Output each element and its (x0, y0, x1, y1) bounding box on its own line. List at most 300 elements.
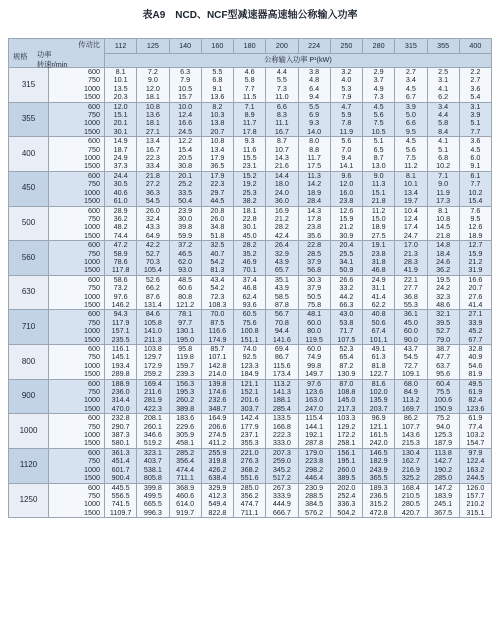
power-value: 21.2 (274, 213, 289, 223)
power-value: 108.3 (208, 299, 227, 309)
power-value: 28.5 (307, 248, 322, 258)
power-value: 195.1 (337, 456, 356, 466)
power-cell (363, 206, 395, 241)
power-value: 23.8 (307, 222, 322, 232)
ratio-cell: 112 (105, 39, 137, 54)
power-value: 208.1 (143, 413, 162, 423)
power-value: 147.2 (434, 482, 453, 492)
power-cell (459, 275, 491, 310)
power-cell (105, 483, 137, 518)
power-value: 38.2 (242, 196, 257, 206)
power-value: 146.2 (111, 299, 130, 309)
power-cell (298, 137, 330, 172)
power-cell (298, 206, 330, 241)
power-value: 129.7 (143, 352, 162, 362)
power-value: 60.6 (178, 283, 193, 293)
power-value: 201.6 (240, 395, 259, 405)
spec-cell: 1250 (9, 483, 49, 518)
power-value: 107.7 (401, 421, 420, 431)
power-value: 5.1 (438, 144, 449, 154)
power-value: 43.0 (339, 309, 354, 319)
power-value: 139.8 (208, 378, 227, 388)
power-cell (459, 206, 491, 241)
power-value: 60.5 (242, 309, 257, 319)
power-cell (459, 68, 491, 103)
power-value: 54.6 (468, 360, 483, 370)
power-cell (459, 379, 491, 414)
power-value: 32.3 (436, 291, 451, 301)
power-value: 129.2 (337, 421, 356, 431)
power-value: 81.6 (371, 378, 386, 388)
power-value: 27.5 (371, 230, 386, 240)
power-value: 345.2 (272, 464, 291, 474)
power-value: 141.6 (272, 334, 291, 344)
power-value: 84.6 (145, 309, 160, 319)
power-value: 13.5 (113, 83, 128, 93)
power-value: 3.7 (373, 75, 384, 85)
speed-cell (49, 275, 105, 310)
power-value: 30.3 (307, 274, 322, 284)
power-value: 210.2 (466, 499, 485, 509)
speed-value: 750 (88, 144, 100, 154)
power-value: 3.9 (405, 101, 416, 111)
power-value: 192.1 (305, 430, 324, 440)
power-value: 229.6 (176, 421, 195, 431)
power-cell (169, 483, 201, 518)
power-value: 12.4 (178, 110, 193, 120)
power-value: 2.7 (405, 67, 416, 76)
power-value: 135.9 (369, 395, 388, 405)
power-value: 122.7 (369, 369, 388, 379)
speed-value: 600 (88, 101, 100, 111)
ratio-header: 传动比 (78, 40, 100, 49)
power-cell (234, 310, 266, 345)
power-value: 274.5 (208, 430, 227, 440)
power-value: 2.2 (470, 67, 481, 76)
power-value: 260.0 (337, 464, 356, 474)
power-value: 116.1 (111, 344, 130, 353)
power-value: 67.4 (371, 326, 386, 336)
power-value: 399.8 (143, 482, 162, 492)
power-value: 63.7 (436, 360, 451, 370)
power-value: 239.3 (176, 369, 195, 379)
power-value: 9.3 (244, 136, 255, 146)
power-cell (330, 345, 362, 380)
power-value: 36.5 (210, 161, 225, 171)
power-value: 78.1 (178, 309, 193, 319)
power-value: 163.2 (466, 464, 485, 474)
power-value: 10.2 (468, 187, 483, 197)
power-value: 22.8 (307, 240, 322, 250)
power-value: 189.3 (369, 482, 388, 492)
power-value: 78.6 (113, 256, 128, 266)
power-cell (395, 345, 427, 380)
power-value: 16.6 (468, 274, 483, 284)
speed-value: 1500 (84, 403, 100, 413)
power-value: 81.8 (371, 360, 386, 370)
power-cell (169, 68, 201, 103)
power-value: 174.9 (208, 334, 227, 344)
power-value: 113.2 (273, 378, 291, 388)
power-value: 19.1 (371, 240, 386, 250)
power-value: 13.6 (210, 92, 225, 102)
power-cell (137, 241, 169, 276)
ratio-cell: 125 (137, 39, 169, 54)
power-value: 242.0 (369, 438, 388, 448)
power-value: 22.8 (242, 213, 257, 223)
power-value: 4.5 (405, 136, 416, 146)
power-value: 109.1 (401, 369, 420, 379)
power-cell (427, 345, 459, 380)
speed-value: 750 (88, 387, 100, 397)
power-cell (201, 414, 233, 449)
power-value: 95.8 (178, 344, 193, 353)
power-value: 422.3 (143, 403, 162, 413)
power-cell (330, 137, 362, 172)
power-value: 37.9 (307, 283, 322, 293)
power-value: 4.7 (341, 101, 352, 111)
power-value: 576.2 (305, 507, 324, 517)
power-value: 16.9 (274, 205, 289, 215)
power-cell (234, 102, 266, 137)
power-value: 65.4 (339, 352, 354, 362)
power-value: 356.4 (176, 456, 195, 466)
power-value: 290.7 (111, 421, 130, 431)
power-cell (330, 275, 362, 310)
power-value: 12.2 (178, 136, 193, 146)
power-value: 7.9 (180, 75, 191, 85)
power-cell (363, 275, 395, 310)
power-cell (363, 241, 395, 276)
power-value: 12.7 (468, 240, 483, 250)
power-value: 11.7 (307, 153, 321, 163)
speed-value: 1500 (84, 92, 100, 102)
power-value: 188.9 (111, 378, 130, 388)
table-row (9, 379, 492, 414)
power-value: 298.2 (305, 464, 324, 474)
speed-value: 1500 (84, 126, 100, 136)
power-value: 29.7 (210, 187, 225, 197)
power-value: 445.5 (111, 482, 130, 492)
power-value: 80.8 (178, 291, 193, 301)
power-value: 184.9 (240, 369, 259, 379)
spec-cell: 1000 (9, 414, 49, 449)
power-value: 36.2 (436, 265, 451, 275)
power-value: 4.4 (276, 67, 287, 76)
power-value: 601.7 (111, 464, 130, 474)
power-value: 5.6 (373, 110, 384, 120)
power-cell (169, 414, 201, 449)
power-value: 16.6 (178, 118, 193, 128)
power-value: 105.4 (143, 265, 162, 275)
power-cell (330, 241, 362, 276)
power-value: 24.6 (436, 256, 451, 266)
power-value: 17.3 (436, 196, 451, 206)
power-value: 4.4 (438, 110, 449, 120)
power-value: 203.7 (369, 403, 388, 413)
power-value: 236.5 (369, 490, 388, 500)
power-cell (298, 275, 330, 310)
power-value: 17.5 (307, 161, 322, 171)
power-value: 173.4 (272, 369, 291, 379)
power-value: 549.4 (208, 499, 227, 509)
power-value: 52.7 (436, 326, 451, 336)
power-cell (363, 379, 395, 414)
power-cell (234, 206, 266, 241)
power-cell (201, 379, 233, 414)
power-value: 47.2 (113, 240, 128, 250)
power-value: 24.7 (403, 230, 418, 240)
power-value: 474.4 (176, 464, 195, 474)
power-value: 99.8 (307, 360, 322, 370)
power-value: 35.6 (307, 230, 322, 240)
power-value: 288.5 (305, 490, 324, 500)
power-cell (395, 171, 427, 206)
power-value: 92.5 (242, 352, 257, 362)
power-value: 164.9 (208, 413, 227, 423)
power-value: 10.3 (210, 110, 225, 120)
power-value: 389.8 (176, 403, 195, 413)
power-value: 329.9 (208, 482, 227, 492)
power-value: 130.9 (337, 369, 356, 379)
power-value: 13.8 (210, 118, 225, 128)
power-value: 157.1 (111, 326, 130, 336)
power-value: 17.4 (403, 222, 418, 232)
speed-value: 1500 (84, 369, 100, 379)
power-value: 711.1 (176, 473, 194, 483)
power-value: 11.7 (242, 118, 257, 128)
power-cell (363, 137, 395, 172)
power-value: 24.4 (113, 170, 128, 180)
power-value: 108.8 (337, 387, 356, 397)
power-value: 174.6 (208, 387, 227, 397)
power-cell (266, 345, 298, 380)
power-value: 6.6 (276, 101, 287, 111)
power-value: 87.5 (210, 317, 225, 327)
ratio-cell: 315 (395, 39, 427, 54)
power-value: 82.4 (468, 395, 483, 405)
power-value: 12.0 (145, 83, 160, 93)
power-value: 260.2 (176, 395, 195, 405)
power-value: 46.9 (242, 256, 257, 266)
power-value: 26.0 (145, 205, 160, 215)
power-value: 145.1 (111, 352, 130, 362)
power-value: 411.2 (208, 438, 227, 448)
power-value: 58.5 (274, 291, 289, 301)
speed-value: 1500 (84, 438, 100, 448)
power-value: 6.8 (212, 75, 223, 85)
power-cell (137, 171, 169, 206)
power-value: 11.9 (339, 126, 354, 136)
power-cell (459, 414, 491, 449)
power-value: 13.0 (371, 161, 386, 171)
power-cell (234, 275, 266, 310)
power-value: 9.0 (438, 179, 449, 189)
power-value: 711.1 (240, 507, 259, 517)
power-value: 2.5 (438, 67, 449, 76)
power-value: 97.6 (307, 378, 322, 388)
power-cell (266, 483, 298, 518)
power-value: 6.9 (309, 110, 320, 120)
power-cell (459, 310, 491, 345)
table-row (9, 68, 492, 103)
power-value: 314.4 (111, 395, 130, 405)
power-cell (363, 171, 395, 206)
power-value: 42.4 (274, 230, 289, 240)
power-value: 12.6 (339, 205, 354, 215)
power-value: 113.8 (434, 447, 452, 457)
table-row (9, 102, 492, 137)
power-value: 7.1 (438, 170, 449, 180)
power-value: 15.2 (242, 170, 257, 180)
power-value: 28.2 (274, 222, 289, 232)
power-value: 519.2 (143, 438, 162, 448)
power-value: 54.2 (210, 256, 225, 266)
power-value: 144.1 (305, 421, 324, 431)
power-value: 32.1 (436, 309, 451, 319)
power-cell (427, 206, 459, 241)
power-cell (105, 448, 137, 483)
spec-header: 规格 (13, 52, 28, 61)
power-value: 289.8 (111, 369, 130, 379)
power-value: 49.1 (371, 344, 386, 353)
power-value: 40.8 (371, 309, 386, 319)
ratio-cell: 355 (427, 39, 459, 54)
power-value: 60.4 (436, 378, 451, 388)
power-value: 96.9 (371, 413, 386, 423)
power-value: 37.4 (242, 274, 257, 284)
power-value: 258.1 (337, 438, 356, 448)
power-value: 40.6 (113, 187, 128, 197)
power-value: 43.3 (145, 222, 160, 232)
power-value: 59.9 (178, 230, 193, 240)
power-value: 35.1 (274, 274, 289, 284)
power-cell (266, 448, 298, 483)
power-value: 50.6 (371, 317, 386, 327)
power-value: 333.0 (272, 438, 291, 448)
power-value: 80.0 (307, 326, 322, 336)
power-value: 182.9 (369, 456, 388, 466)
power-cell (427, 241, 459, 276)
power-value: 8.1 (438, 205, 449, 215)
speed-cell (49, 241, 105, 276)
power-value: 72.3 (210, 291, 225, 301)
power-value: 177.9 (240, 421, 259, 431)
power-value: 6.1 (470, 170, 481, 180)
power-cell (298, 241, 330, 276)
speed-value: 1500 (84, 473, 100, 483)
power-value: 116.6 (208, 326, 227, 336)
power-value: 281.9 (143, 395, 162, 405)
power-cell (298, 171, 330, 206)
power-value: 97.9 (468, 447, 483, 457)
power-value: 19.2 (242, 179, 257, 189)
power-value: 6.6 (405, 118, 416, 128)
speed-value: 600 (88, 67, 100, 76)
power-value: 15.5 (242, 153, 257, 163)
power-value: 33.9 (468, 317, 483, 327)
power-value: 15.9 (468, 248, 483, 258)
power-value: 17.9 (210, 153, 225, 163)
power-cell (427, 68, 459, 103)
power-value: 368.2 (240, 464, 259, 474)
power-value: 73.2 (113, 283, 128, 293)
power-value: 60.0 (307, 344, 322, 353)
power-value: 27.1 (145, 126, 160, 136)
power-value: 21.2 (468, 256, 483, 266)
power-value: 87.2 (339, 360, 354, 370)
power-value: 156.3 (176, 378, 195, 388)
power-cell (234, 379, 266, 414)
power-cell (266, 68, 298, 103)
power-value: 85.7 (210, 344, 225, 353)
power-value: 87.8 (274, 299, 289, 309)
power-value: 7.0 (341, 144, 352, 154)
power-value: 7.5 (373, 118, 384, 128)
power-value: 30.1 (242, 222, 257, 232)
power-value: 169.7 (401, 403, 420, 413)
table-row (9, 310, 492, 345)
power-value: 36.8 (403, 291, 418, 301)
power-value: 237.1 (240, 430, 259, 440)
power-header: 功率 (37, 50, 52, 59)
power-cell (363, 448, 395, 483)
power-value: 32.5 (210, 240, 225, 250)
power-value: 32.4 (145, 213, 160, 223)
power-value: 4.9 (373, 83, 384, 93)
power-value: 14.5 (436, 222, 451, 232)
power-value: 7.7 (470, 126, 481, 136)
power-value: 131.4 (143, 299, 162, 309)
speed-value: 1500 (84, 334, 100, 344)
power-value: 55.3 (403, 299, 418, 309)
table-row (9, 448, 492, 483)
power-value: 7.9 (341, 92, 352, 102)
table-title: 表A9 NCD、NCF型减速器高速轴公称输入功率 (142, 10, 358, 21)
power-value: 333.9 (272, 490, 291, 500)
power-value: 17.0 (403, 240, 418, 250)
power-value: 93.0 (178, 265, 193, 275)
power-cell (201, 345, 233, 380)
power-cell (137, 206, 169, 241)
power-value: 4.0 (341, 75, 352, 85)
power-value: 551.6 (240, 473, 259, 483)
power-value: 15.4 (468, 196, 483, 206)
power-cell (169, 379, 201, 414)
power-cell (427, 102, 459, 137)
power-cell (298, 345, 330, 380)
power-value: 19.5 (436, 274, 451, 284)
power-value: 169.4 (143, 378, 162, 388)
power-cell (201, 137, 233, 172)
power-value: 474.7 (240, 499, 259, 509)
power-value: 34.1 (339, 256, 354, 266)
power-value: 6.0 (470, 153, 481, 163)
power-cell (201, 206, 233, 241)
power-value: 4.5 (405, 83, 416, 93)
power-value: 32.9 (274, 248, 289, 258)
power-cell (137, 102, 169, 137)
power-value: 11.3 (371, 179, 386, 189)
power-cell (427, 171, 459, 206)
power-value: 2.9 (373, 67, 384, 76)
speed-cell (49, 345, 105, 380)
power-value: 259.2 (143, 369, 162, 379)
power-value: 58.6 (113, 274, 128, 284)
power-value: 103.2 (466, 430, 485, 440)
speed-value: 1000 (84, 326, 100, 336)
power-cell (330, 68, 362, 103)
